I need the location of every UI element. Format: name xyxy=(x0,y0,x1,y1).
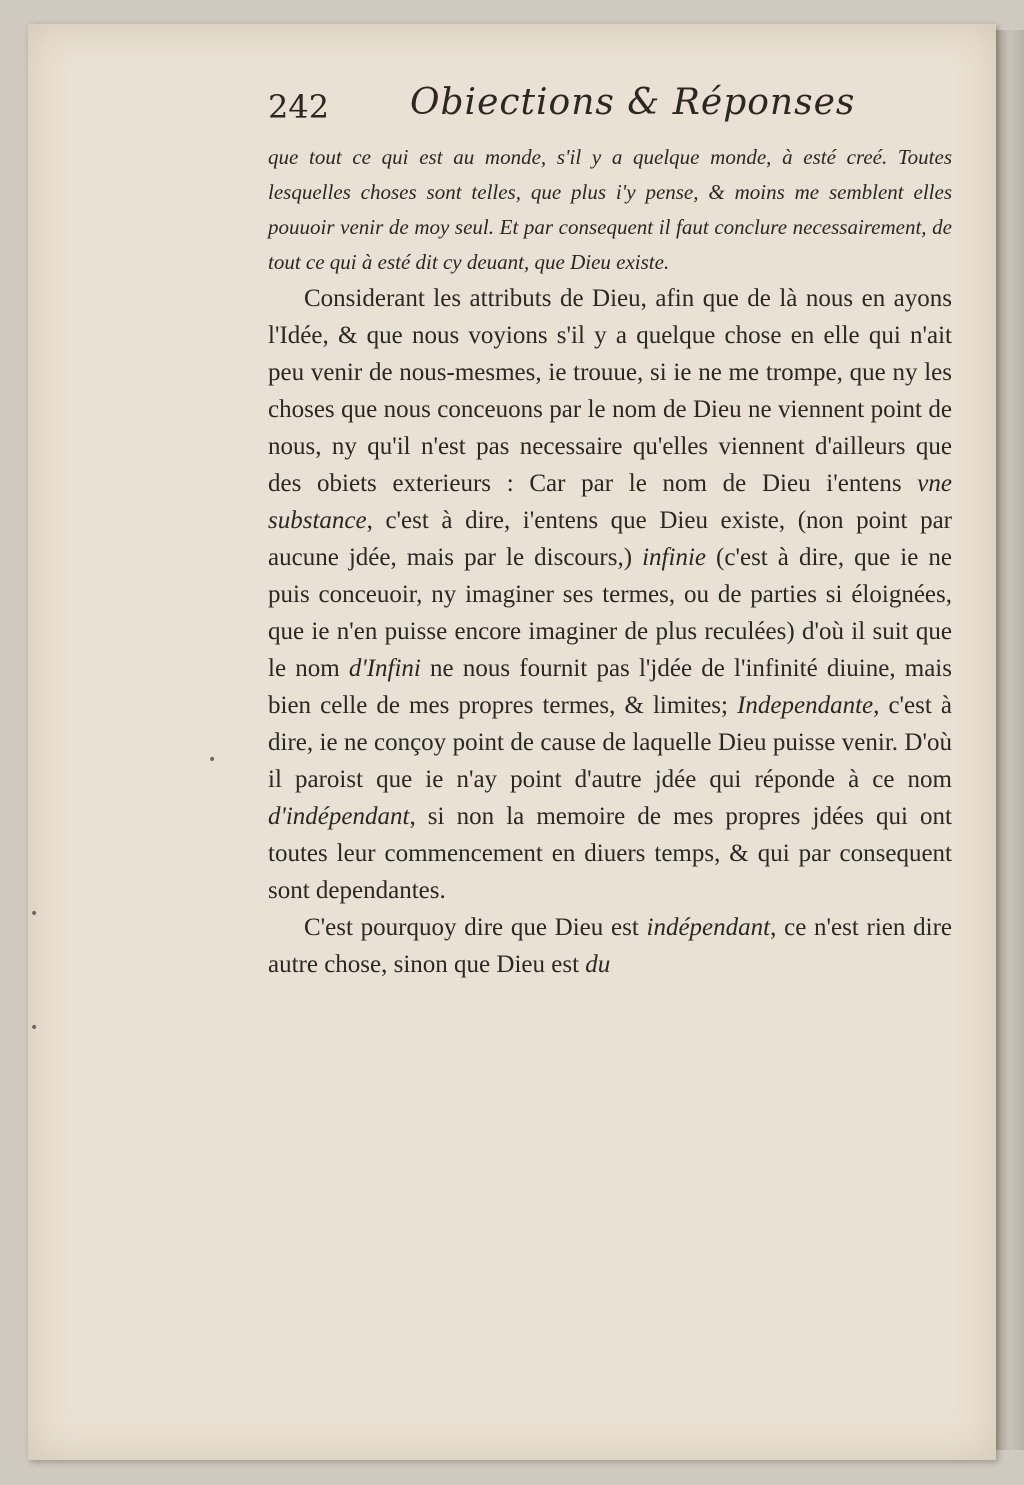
adjacent-page-edge xyxy=(996,30,1024,1450)
italic-paragraph: que tout ce qui est au monde, s'il y a quelque monde, à esté creé. Toutes lesquelles choses sont telles, que plus i'y pense, & moins me semblent elles pouuoir venir de moy seul. Et par consequent il faut conclure necessairement, de tout ce qui à esté dit cy deuant, que Dieu existe. xyxy=(268,145,952,274)
italic-run: vne substance xyxy=(268,470,952,534)
italic-run: Independante, xyxy=(737,692,880,719)
text-run: (c'est à dire, que ie ne puis conceuoir, ny imaginer ses termes, ou de parties si éloignées, que ie n'en puisse encore imaginer de plus reculées) d'où il suit que le nom xyxy=(268,544,952,682)
margin-tick: • xyxy=(30,1020,39,1036)
running-title: Obiections & Réponses xyxy=(410,82,856,123)
text-run: Considerant les attributs de Dieu, afin que de là nous en ayons l'Idée, & que nous voyions s'il y a quelque chose en elle qui n'ait peu venir de nous-mesmes, ie trouue, si ie ne me trompe, que ny les choses que nous conceuons par le nom de Dieu ne viennent point de nous, ny qu'il n'est pas necessaire qu'elles viennent d'ailleurs que des obiets exterieurs : Car par le nom de Dieu i'entens xyxy=(268,285,952,497)
text-run: ne nous fournit pas l'jdée de l'infinité diuine, mais bien celle de mes propres termes, & limites; xyxy=(268,655,952,719)
italic-run: d'Infini xyxy=(348,655,421,682)
margin-tick: • xyxy=(30,906,39,922)
text-run: , ce n'est rien dire autre chose, sinon que Dieu est xyxy=(268,914,952,978)
text-run: c'est à dire, ie ne conçoy point de cause de laquelle Dieu puisse venir. D'où il paroist que ie n'ay point d'autre jdée qui réponde à ce nom xyxy=(268,692,953,793)
page-number: 242 xyxy=(268,88,330,126)
text-run: , c'est à dire, i'entens que Dieu existe, (non point par aucune jdée, mais par le discours,) xyxy=(268,507,952,571)
italic-run: du xyxy=(585,951,611,978)
page-text xyxy=(268,80,952,983)
text-run: , si non la memoire de mes propres jdées qui ont toutes leur commencement en diuers temps, & qui par consequent sont dependantes. xyxy=(268,803,952,904)
paragraph xyxy=(268,280,952,909)
italic-run: indépendant xyxy=(646,914,771,941)
italic-run: d'indépendant xyxy=(268,803,410,830)
page-header xyxy=(268,80,952,140)
text-run: C'est pourquoy dire que Dieu est xyxy=(304,914,647,941)
italic-run: infinie xyxy=(642,544,706,571)
margin-dot: • xyxy=(208,752,217,768)
paragraph xyxy=(268,909,952,983)
